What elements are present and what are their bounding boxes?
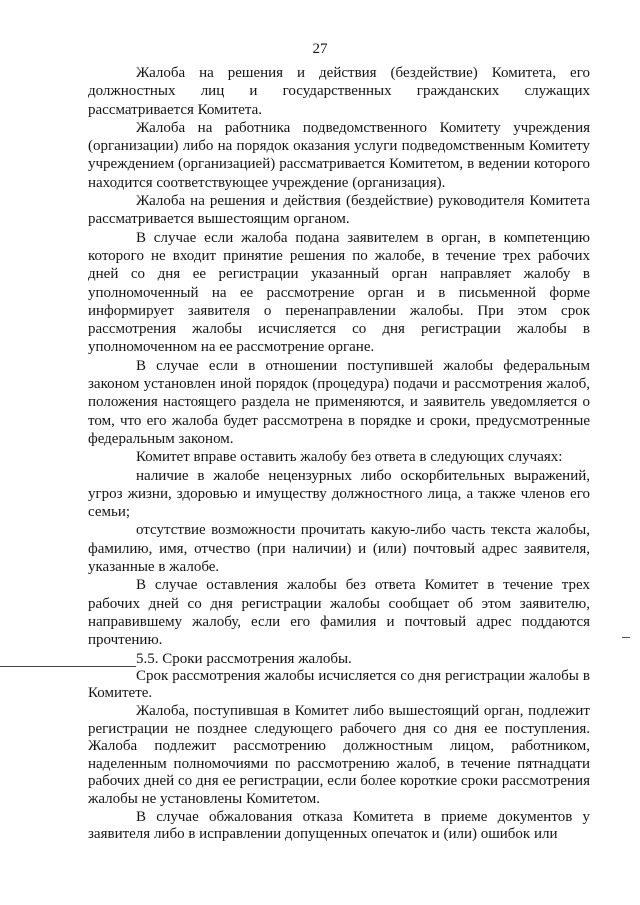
section-heading: [88, 650, 590, 668]
paragraph: Жалоба на работника подведомственного Комитету учреждения (организации) либо на порядок оказания услуги подведомственным Комитету учреждением (организацией) рассматривается Комитетом, в ведении которого находится соответствующее учреждение (организация).: [88, 119, 590, 191]
paragraph: Жалоба на решения и действия (бездействие) Комитета, его должностных лиц и государственных гражданских служащих рассматривается Комитета.: [88, 65, 590, 118]
paragraph: Жалоба, поступившая в Комитет либо вышестоящий орган, подлежит регистрации не позднее следующего рабочего дня со дня ее поступления. Жалоба подлежит рассмотрению должностным лицом, работником, наделенным полномочиями по рассмотрению жалоб, в течение пятнадцати рабочих дней со дня ее регистрации, если более короткие сроки рассмотрения жалобы не установлены Комитетом.: [88, 702, 590, 807]
body-text: [88, 64, 590, 844]
paragraph: Срок рассмотрения жалобы исчисляется со дня регистрации жалобы в Комитете.: [88, 667, 590, 702]
section-heading-text: 5.5. Сроки рассмотрения жалобы.: [136, 650, 352, 667]
paragraph: В случае если в отношении поступившей жалобы федеральным законом установлен иной порядок (процедура) подачи и рассмотрения жалоб, положения настоящего раздела не применяются, и заявитель уведомляется о том, что его жалоба будет рассмотрена в порядке и сроки, предусмотренные федеральным законом.: [88, 357, 590, 447]
paragraph: Жалоба на решения и действия (бездействие) руководителя Комитета рассматривается вышестоящим органом.: [88, 193, 590, 228]
paragraph: В случае обжалования отказа Комитета в приеме документов у заявителя либо в исправлении допущенных опечаток и (или) ошибок или: [88, 808, 590, 843]
paragraph: В случае оставления жалобы без ответа Комитет в течение трех рабочих дней со дня регистрации жалобы сообщает об этом заявителю, направившему жалобу, если его фамилия и почтовый адрес поддаются прочтению.: [88, 577, 590, 649]
margin-mark: [622, 637, 630, 638]
paragraph: В случае если жалоба подана заявителем в орган, в компетенцию которого не входит принятие решения по жалобе, в течение трех рабочих дней со дня ее регистрации указанный орган направляет жалобу в уполномоченный на ее рассмотрение орган и в письменной форме информирует заявителя о перенаправлении жалобы. При этом срок рассмотрения жалобы исчисляется со дня регистрации жалобы в уполномоченном на ее рассмотрение органе.: [88, 229, 590, 356]
paragraph: отсутствие возможности прочитать какую-либо часть текста жалобы, фамилию, имя, отчество (при наличии) и (или) почтовый адрес заявителя, указанные в жалобе.: [88, 522, 590, 576]
page-number: 27: [312, 41, 328, 57]
margin-rule: [0, 666, 136, 667]
paragraph: наличие в жалобе нецензурных либо оскорбительных выражений, угроз жизни, здоровью и имуществу должностного лица, а также членов его семьи;: [88, 467, 590, 521]
paragraph: Комитет вправе оставить жалобу без ответа в следующих случаях:: [136, 449, 563, 466]
